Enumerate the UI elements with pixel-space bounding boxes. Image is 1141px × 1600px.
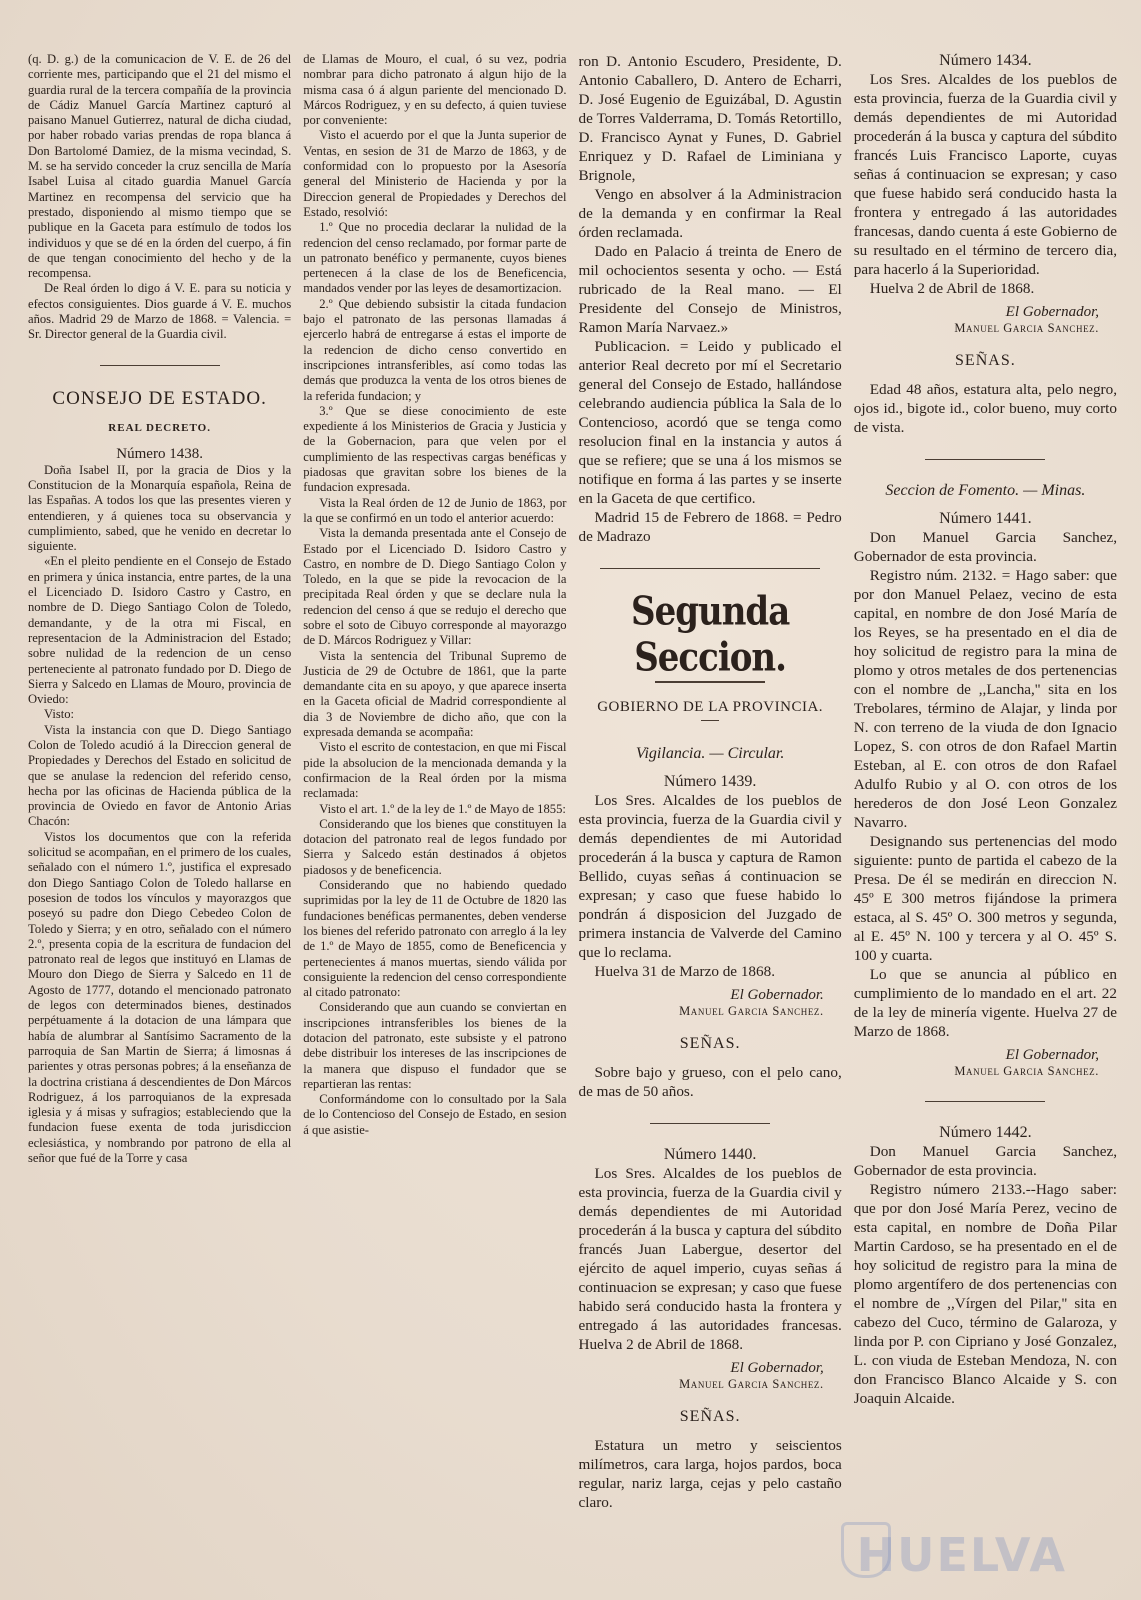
separator — [100, 365, 220, 366]
paragraph: Huelva 31 de Marzo de 1868. — [594, 963, 776, 980]
paragraph: Designando sus pertenencias del modo siguiente: punto de partida el cabezo de la Presa. De él se medirán en direccion N. 45º E 300 metros fijándose la primera estaca, al S. 45º O. 300 metros y segunda, al E. 45º N. 100 y tercera y al O. 45º S. 100 y cuarta. — [853, 833, 1117, 964]
paragraph: 2.º Que debiendo subsistir la citada fundacion bajo el patronato de las personas llamadas á ejercerlo habrá de entregarse á estas el importe de la redencion de dicho censo convertido en inscripciones intransferibles, así como todas las demás que produzca la venta de los otros bienes de la referida fundacion; y — [303, 296, 567, 403]
paragraph: Huelva 2 de Abril de 1868. — [869, 280, 1035, 297]
signer-name: Manuel Garcia Sanchez. — [954, 1064, 1099, 1078]
signer-title: El Gobernador, — [1005, 1047, 1099, 1063]
notice-number: Número 1439. — [663, 773, 757, 790]
paragraph: Vengo en absolver á la Administracion de la demanda y en confirmar la Real órden reclamada. — [578, 186, 842, 241]
paragraph: Los Sres. Alcaldes de los pueblos de esta provincia, fuerza de la Guardia civil y demás dependientes de mi Autoridad procederán á la busca y captura de Ramon Bellido, cuyas señas á continuacion se expresan; y caso que fuese habido lo pondrán á disposicion del Juzgado de primera instancia de Valverde del Camino que lo reclama. — [578, 792, 842, 961]
paragraph: Edad 48 años, estatura alta, pelo negro, ojos id., bigote id., color bueno, muy corto de vista. — [853, 381, 1117, 436]
paragraph: Lo que se anuncia al público en cumplimiento de lo mandado en el art. 22 de la ley de minería vigente. Huelva 27 de Marzo de 1868. — [853, 966, 1117, 1040]
paragraph: Considerando que aun cuando se conviertan en inscripciones intransferibles los bienes de la dotacion del patronato, este subsiste y el patrono debe distribuir los intereses de las inscripciones de la manera que dispuso el fundador que se repartieran las rentas: — [303, 1000, 567, 1091]
paragraph: Los Sres. Alcaldes de los pueblos de esta provincia, fuerza de la Guardia civil y demás dependientes de mi Autoridad procederán á la busca y captura del súbdito francés Juan Labergue, desertor del ejército de aquel imperio, cuyas señas á continuacion se expresan; y caso que fuese habido será conducido hasta la frontera y entregado á las autoridades francesas. Huelva 2 de Abril de 1868. — [578, 1165, 842, 1353]
archive-watermark: HUELVA — [856, 1528, 1067, 1582]
paragraph: Dado en Palacio á treinta de Enero de mil ochocientos sesenta y ocho. — Está rubricado de la Real mano. — El Presidente del Consejo de Ministros, Ramon María Narvaez.» — [578, 243, 842, 336]
signer-title: El Gobernador, — [1005, 304, 1099, 320]
paragraph: Don Manuel Garcia Sanchez, Gobernador de esta provincia. — [853, 1143, 1117, 1179]
notice-number: Número 1441. — [939, 510, 1032, 527]
signer-title: El Gobernador, — [730, 1360, 824, 1376]
paragraph: Visto: — [44, 707, 75, 722]
paragraph: Vista la sentencia del Tribunal Supremo de Justicia de 29 de Octubre de 1861, que la parte demandante cita en su apoyo, y que aparece inserta en la Gaceta oficial de Madrid correspondiente al dia 3 de Noviembre de dicho año, que con la expresada demanda se acompaña: — [303, 648, 567, 740]
paragraph: Conformándome con lo consultado por la Sala de lo Contencioso del Consejo de Estado, en sesion á que asistie- — [303, 1092, 567, 1137]
paragraph: «En el pleito pendiente en el Consejo de Estado en primera y única instancia, entre partes, de la una el Licenciado D. Isidoro Castro y Castro, en nombre de D. Diego Santiago Colon de Toledo, demandante, y de la otra mi Fiscal, en representacion de la Administracion del Estado; sobre nulidad de la redencion de un censo perteneciente al patronato fundado por D. Diego de Sierra y Salcedo en Llamas de Mouro, provincia de Oviedo: — [28, 554, 292, 707]
signer-title: El Gobernador. — [730, 987, 824, 1003]
paragraph: Vistos los documentos que con la referida solicitud se acompañan, en el primero de los cuales, señalado con el número 1.º, justifica el expresado don Diego Santiago Colon de Toledo hallarse en posesion de todos los vínculos y mayorazgos que poseyó su padre don Diego Cebedeo Colon de Toledo y Sierra; y en otro, señalado con el número 2.º, presenta copia de la escritura de fundacion del patronato real de legos que instituyó en Llamas de Mouro don Diego de Sierra y Salcedo en 11 de Agosto de 1777, dotando el mencionado patronato de legos con determinados bienes, destinados perpétuamente á la dotacion de una lámpara que había de alumbrar al Santísimo Sacramento de la parroquia de San Martin de Sierra; á limosnas á parientes y otras personas pobres; á la enseñanza de la doctrina cristiana á descendientes de Don Márcos Rodriguez, á los parroquianos de la expresada iglesia y á misas y sufragios; estableciendo que la fundacion fuese exenta de toda jurisdiccion eclesiástica, y nombrando por patrono de ella al señor que fué de la Torre y casa — [28, 829, 292, 1165]
signature-block — [854, 1047, 1117, 1079]
paragraph: (q. D. g.) de la comunicacion de V. E. de 26 del corriente mes, participando que el 21 del mismo el guardia rural de la tercera compañía de la provincia de Cádiz Manuel García Martinez capturó al paisano Manuel Gutierrez, natural de dicha ciudad, por haber robado varias prendas de ropa blanca á Don Bartolomé Damiez, de la misma vecindad, S. M. se ha servido conceder la cruz sencilla de María Isabel Luisa al citado guardia Manuel García Martinez en recompensa del servicio que ha prestado, disponiendo al mismo tiempo que se publique en la Gaceta para estímulo de todos los individuos y que se dé en la órden del cuerpo, á fin de que tengan conocimiento del hecho y de la recompensa. — [28, 52, 292, 281]
subsection-heading: Vigilancia. — Circular. — [635, 745, 785, 762]
paragraph: Sobre bajo y grueso, con el pelo cano, de mas de 50 años. — [578, 1064, 842, 1100]
separator — [925, 459, 1045, 460]
paragraph: 1.º Que no procedia declarar la nulidad de la redencion del censo reclamado, por formar parte de un patronato benéfico y permanente, cuyos bienes pertenecen á la clase de los de Beneficencia, mandados vender por las leyes de desamortizacion. — [303, 220, 567, 296]
senas-heading: SEÑAS. — [955, 352, 1016, 369]
senas-heading: SEÑAS. — [679, 1035, 741, 1052]
paragraph: Registro número 2133.--Hago saber: que por don José María Perez, vecino de esta capital, en nombre de Doña Pilar Martin Cardoso, se ha presentado en el de hoy solicitud de registro para la mina de plomo argentífero de dos pertenencias con el nombre de ,,Vírgen del Pilar,'' sita en cabezo del Cuco, término de Galaroza, y linda por P. con Cipriano y José Gonzalez, L. con viuda de Esteban Mendoza, N. con don Francisco Blanco Alcaide y S. con Joaquin Alcaide. — [853, 1181, 1117, 1407]
signer-name: Manuel Garcia Sanchez. — [679, 1377, 824, 1391]
section-heading: CONSEJO DE ESTADO. — [52, 387, 267, 409]
paragraph: Los Sres. Alcaldes de los pueblos de esta provincia, fuerza de la Guardia civil y demás dependientes de mi Autoridad procederán á la busca y captura del súbdito francés Luis Francisco Laporte, cuyas señas á continuacion se expresan; y caso que fuese habido será conducido hasta la frontera y entregado á las autoridades francesas, dando cuenta á este Gobierno de su resultado en el término de tercero dia, para hacerlo á la Superioridad. — [853, 71, 1117, 278]
signer-name: Manuel Garcia Sanchez. — [954, 321, 1099, 335]
paragraph: Considerando que no habiendo quedado suprimidas por la ley de 11 de Octubre de 1820 las fundaciones benéficas permanentes, deben venderse los bienes del referido patronato con arreglo á la ley de 1.º de Mayo de 1855, como de Beneficencia y pertenecientes á manos muertas, siendo válida por consiguiente la redencion del censo correspondiente al citado patronato: — [303, 878, 567, 1000]
signature-block — [579, 987, 842, 1019]
notice-number: Número 1442. — [939, 1124, 1032, 1141]
paragraph: Visto el art. 1.º de la ley de 1.º de Mayo de 1855: — [319, 801, 566, 816]
separator — [925, 1101, 1045, 1102]
paragraph: Estatura un metro y seiscientos milímetros, cara larga, hojos pardos, boca regular, nariz larga, cejas y pelo castaño claro. — [578, 1437, 842, 1511]
paragraph: De Real órden lo digo á V. E. para su noticia y efectos consiguientes. Dios guarde á V. E. muchos años. Madrid 29 de Marzo de 1868. = Valencia. = Sr. Director general de la Guardia civil. — [28, 281, 292, 342]
column-3 — [579, 52, 842, 1580]
subheading: REAL DECRETO. — [108, 421, 211, 434]
column-4 — [854, 52, 1117, 1580]
notice-number: Número 1434. — [939, 52, 1032, 69]
senas-heading: SEÑAS. — [679, 1408, 741, 1425]
signer-name: Manuel Garcia Sanchez. — [679, 1004, 824, 1018]
paragraph: ron D. Antonio Escudero, Presidente, D. Antonio Caballero, D. Antero de Echarri, D. José Eugenio de Eguizábal, D. Agustin de Torres Valderrama, D. Tomás Retortillo, D. Francisco Aynat y Funes, D. Gabriel Enriquez y D. Rafael de Liminiana y Brignole, — [578, 53, 842, 184]
column-2 — [303, 52, 566, 1580]
separator — [600, 568, 820, 569]
notice-number: Número 1440. — [663, 1146, 757, 1163]
section-heading: GOBIERNO DE LA PROVINCIA. — [597, 699, 824, 715]
paragraph: Doña Isabel II, por la gracia de Dios y la Constitucion de la Monarquía española, Reina de las Españas. A todos los que las presentes vieren y entendieren, y á quienes toca su observancia y cumplimiento, sabed, que he venido en decretar lo siguiente. — [28, 462, 292, 554]
signature-block — [854, 304, 1117, 336]
paragraph: Publicacion. = Leido y publicado el anterior Real decreto por mí el Secretario general del Consejo de Estado, hallándose celebrando audiencia pública la Sala de lo Contencioso, acordó que se tenga como resolucion final en la instancia y autos á que se refiere; que se una á los mismos se notifique en forma á las partes y se inserte en la Gaceta de que certifico. — [578, 338, 842, 507]
paragraph: 3.º Que se diese conocimiento de este expediente á los Ministerios de Gracia y Justicia y de la Gobernacion, para que velen por el cumplimiento de las respectivas cargas benéficas y piadosas que gravitan sobre los bienes de la fundacion expresada. — [303, 403, 567, 495]
paragraph: Don Manuel Garcia Sanchez, Gobernador de esta provincia. — [853, 529, 1117, 565]
section-title: Segunda Seccion. — [631, 589, 790, 681]
separator — [701, 720, 719, 721]
separator — [650, 1123, 770, 1124]
paragraph: de Llamas de Mouro, el cual, ó su vez, podria nombrar para dicho patronato á algun hijo de la misma casa ó á algun pariente del mencionado D. Márcos Rodriguez, y en su defecto, á quien tuviese por conveniente: — [303, 52, 567, 128]
paragraph: Vista la Real órden de 12 de Junio de 1863, por la que se confirmó en un todo el anterior acuerdo: — [303, 495, 567, 525]
paragraph: Vista la demanda presentada ante el Consejo de Estado por el Licenciado D. Isidoro Castro y Castro, en nombre de D. Diego Santiago Colon y Toledo, en la que se pide la revocacion de la precipitada Real órden y que se declare nula la redencion del censo á que se redujo el derecho que sobre el soto de Cibuyo corresponde al mayorazgo de D. Márcos Rodriguez y Villar: — [303, 526, 567, 648]
paragraph: Registro núm. 2132. = Hago saber: que por don Manuel Pelaez, vecino de esta capital, en nombre de don José María de los Reyes, se ha presentado en el dia de hoy solicitud de registro para la mina de plomo y otros metales de dos pertenencias con el nombre de ,,Lancha,'' sita en los Trebolares, término de Alajar, y linda por N. con terreno de la viuda de don Ignacio Lopez, S. con otros de don Rafael Martin Esteban, al E. con otros de don Rafael Adulfo Rubio y al O. con otros de los herederos de don José Leon Gonzalez Navarro. — [853, 567, 1117, 831]
subsection-heading: Seccion de Fomento. — Minas. — [885, 482, 1086, 499]
paragraph: Vista la instancia con que D. Diego Santiago Colon de Toledo acudió á la Direccion general de Propiedades y Derechos del Estado en solicitud de que se anulase la redencion del referido censo, hecha por las oficinas de Hacienda pública de la provincia de Oviedo en favor de Antonio Arias Chacón: — [28, 722, 292, 829]
notice-number: Número 1438. — [116, 445, 203, 462]
paragraph: Madrid 15 de Febrero de 1868. = Pedro de Madrazo — [578, 509, 842, 545]
paragraph: Visto el escrito de contestacion, en que mi Fiscal pide la absolucion de la mencionada demanda y la confirmacion de la Real órden por la misma reclamada: — [303, 740, 567, 801]
column-1 — [28, 52, 291, 1580]
flourish-rule — [655, 681, 765, 683]
paragraph: Visto el acuerdo por el que la Junta superior de Ventas, en sesion de 31 de Marzo de 1863, y de conformidad con lo propuesto por la Asesoría general del Ministerio de Hacienda y por la Direccion general de Propiedades y Derechos del Estado, resolvió: — [303, 128, 567, 219]
signature-block — [579, 1360, 842, 1392]
paragraph: Considerando que los bienes que constituyen la dotacion del patronato real de legos fundado por Sierra y Salcedo están destinados á objetos piadosos y de beneficencia. — [303, 816, 567, 877]
